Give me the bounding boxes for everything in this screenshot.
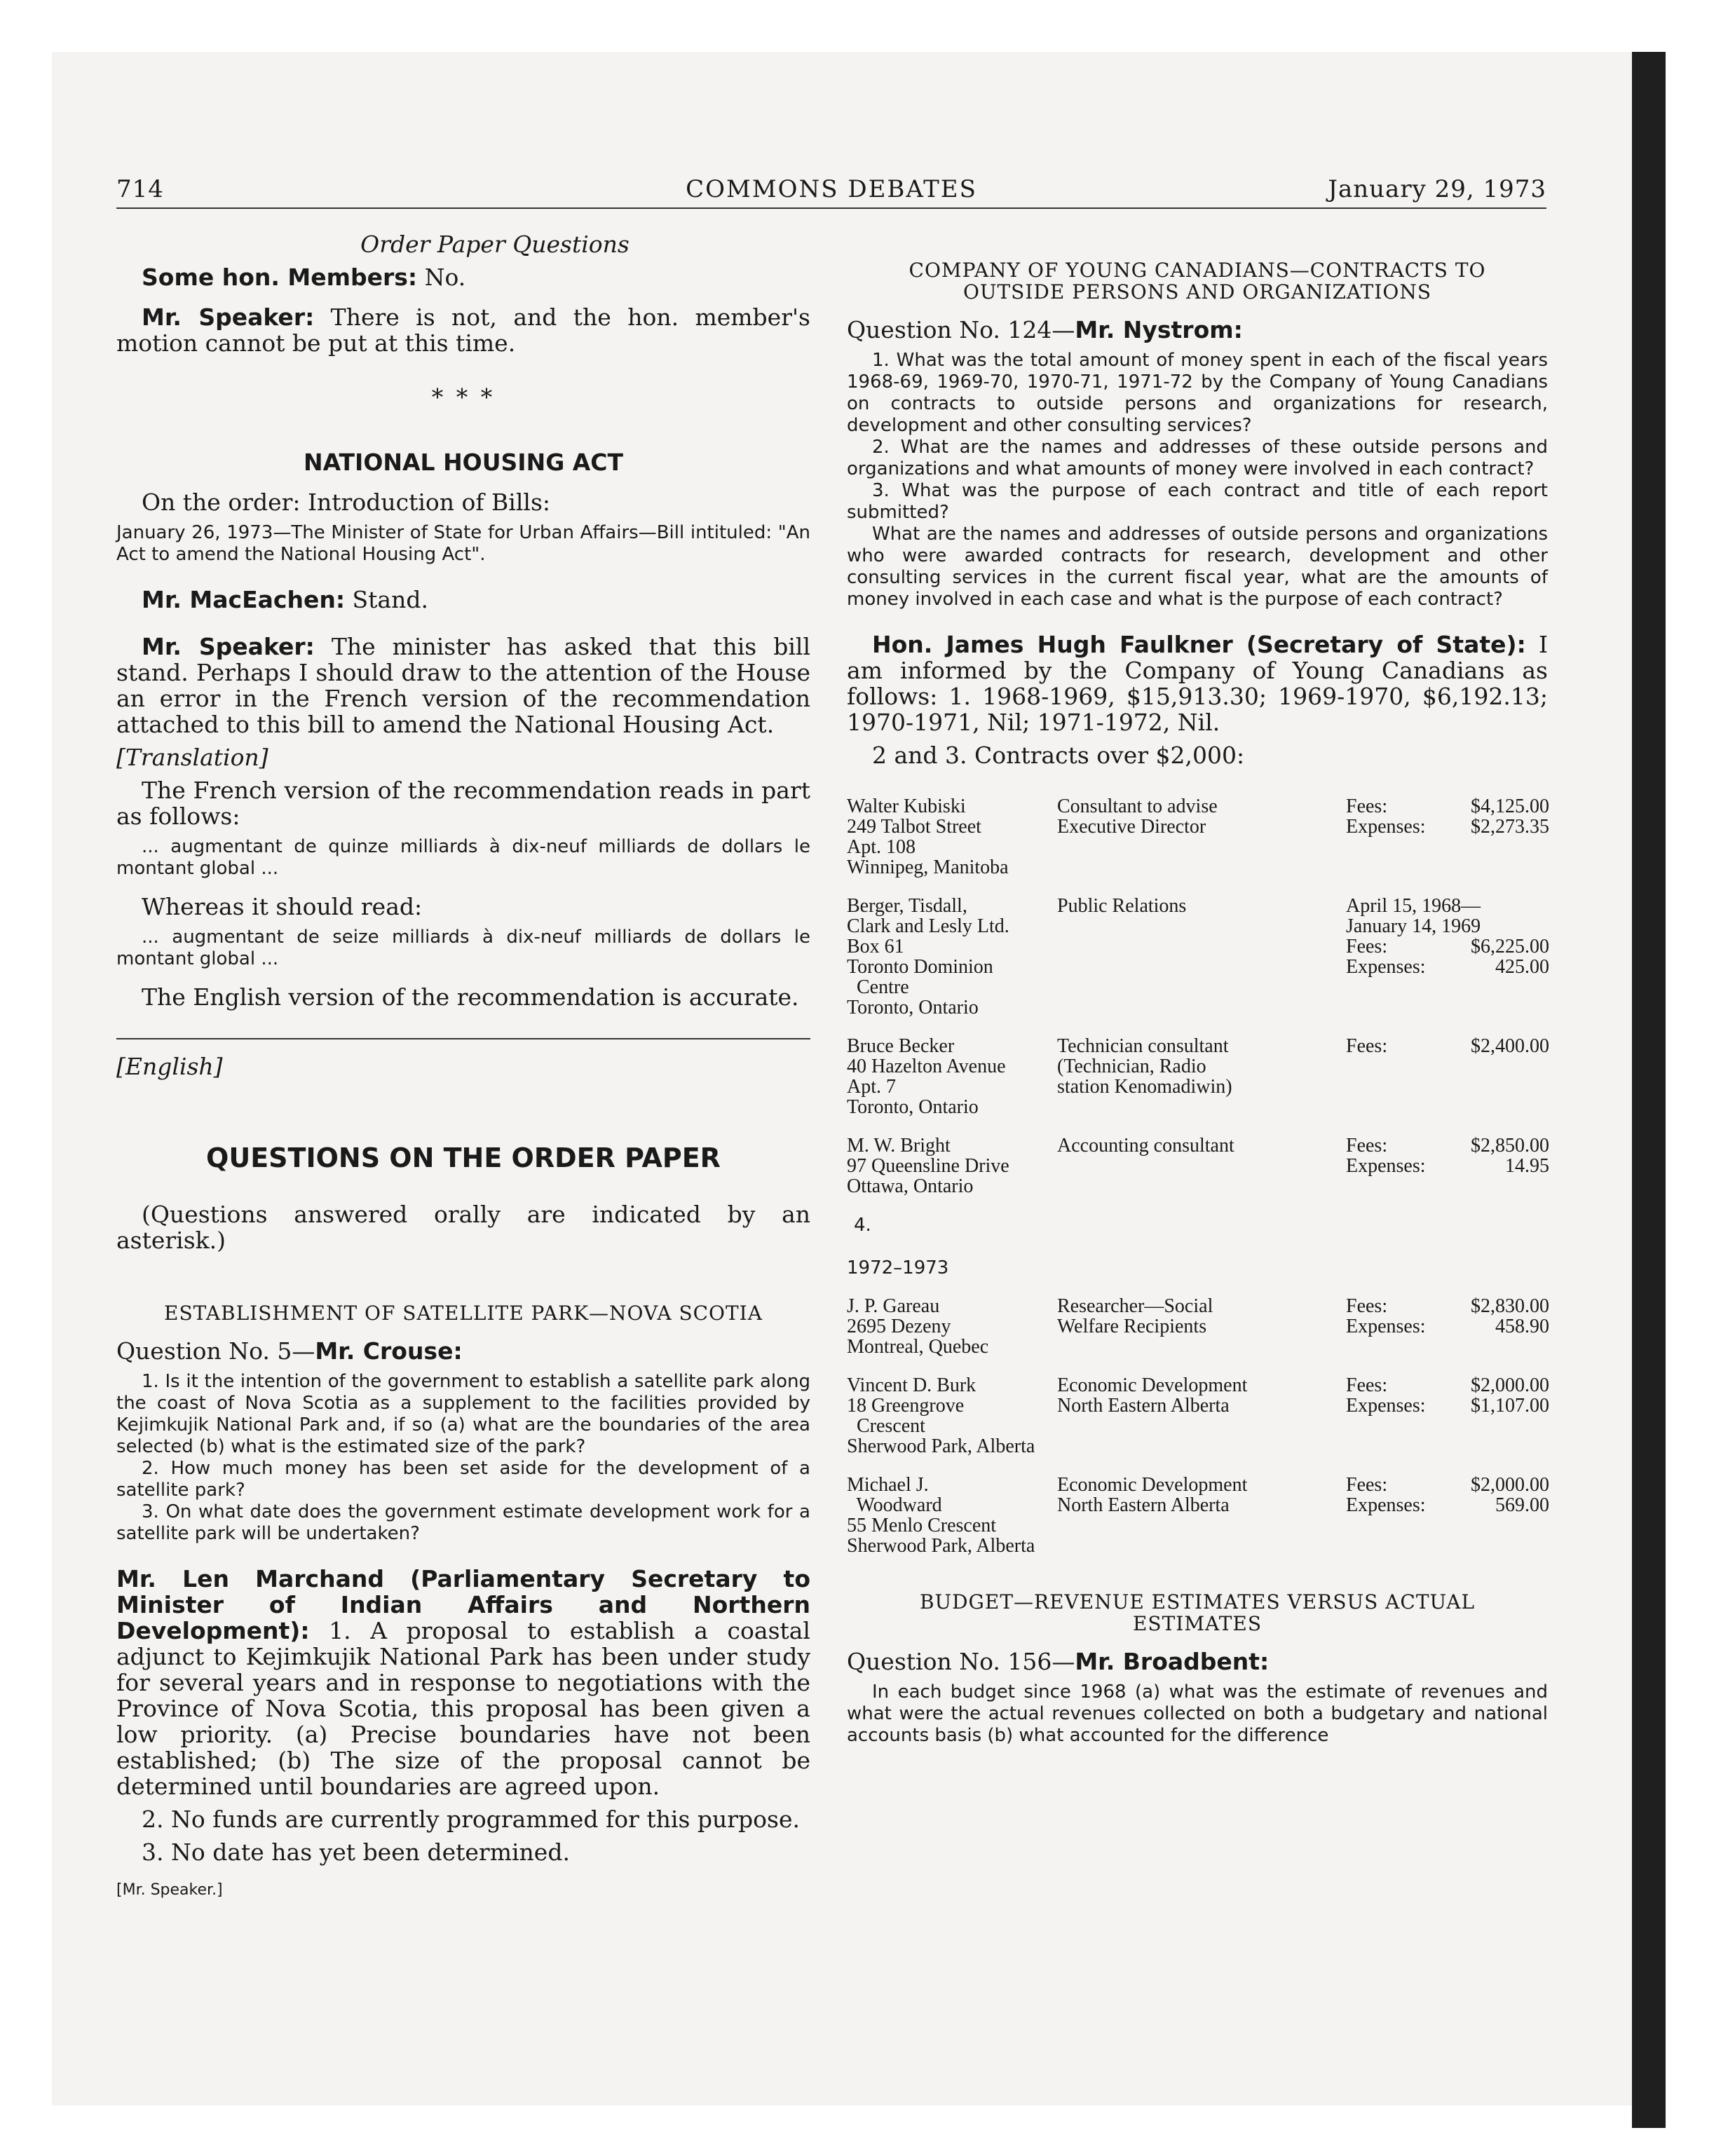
contractor-name: J. P. Gareau 2695 Dezeny Montreal, Quebec — [847, 1295, 989, 1358]
paragraph: Mr. Speaker: There is not, and the hon. member's motion cannot be put at this time. — [116, 303, 810, 357]
amount-label: Fees: — [1346, 1474, 1388, 1496]
amount-value: 458.90 — [1495, 1316, 1549, 1337]
question-item: What are the names and addresses of outside persons and organizations who were awarded contracts for research, development and other consulting services in the current fiscal year, what are the amounts of money involved in each case and what is the purpose of each contract? — [847, 524, 1548, 610]
footer-note: [Mr. Speaker.] — [116, 1881, 223, 1899]
amount-value: 569.00 — [1495, 1494, 1549, 1516]
answer-item: 2. No funds are currently programmed for this purpose. — [142, 1806, 800, 1833]
contractor-name: Bruce Becker 40 Hazelton Avenue Apt. 7 Toronto, Ontario — [847, 1035, 1006, 1118]
contract-amounts — [1346, 896, 1549, 977]
question-label: Question No. 124—Mr. Nystrom: — [847, 316, 1243, 343]
contract-row — [847, 1036, 1548, 1117]
amount-label: Expenses: — [1346, 1316, 1426, 1337]
question-label: Question No. 156—Mr. Broadbent: — [847, 1648, 1270, 1675]
amount-value: $2,850.00 — [1471, 1135, 1549, 1157]
speaker: Mr. Speaker: — [142, 633, 315, 660]
answer: Hon. James Hugh Faulkner (Secretary of State): I am informed by the Company of Young Canadians as follows: 1. 1968-1969, $15,913.30; 1969-1970, $6,192.13; 1970-1971, Nil; 1971-1972, Nil. — [847, 631, 1548, 736]
amount-line — [1346, 1475, 1549, 1495]
paragraph: On the order: Introduction of Bills: — [142, 489, 551, 516]
answer-item: 2 and 3. Contracts over $2,000: — [872, 742, 1245, 769]
bill-text: January 26, 1973—The Minister of State for Urban Affairs—Bill intituled: "An Act to amend the National Housing Act". — [116, 522, 810, 565]
contracts-table-b — [847, 1296, 1548, 1556]
contract-amounts — [1346, 1375, 1549, 1416]
running-head — [116, 175, 1546, 209]
member: Mr. Nystrom: — [1075, 316, 1243, 343]
question-title: COMPANY OF YOUNG CANADIANS—CONTRACTS TO OUTSIDE PERSONS AND ORGANIZATIONS — [909, 259, 1486, 303]
contract-row — [847, 1375, 1548, 1456]
contract-row — [847, 1475, 1548, 1556]
contract-amounts — [1346, 796, 1549, 837]
amount-value: $2,000.00 — [1471, 1474, 1549, 1496]
contract-row — [847, 1296, 1548, 1357]
page-number: 714 — [116, 175, 164, 203]
contractor-name: Berger, Tisdall, Clark and Lesly Ltd. Box 61 Toronto Dominion Centre Toronto, Ontario — [847, 895, 1009, 1018]
question-item: In each budget since 1968 (a) what was the estimate of revenues and what were the actual revenues collected on both a budgetary and national accounts basis (b) what accounted for the difference — [847, 1681, 1548, 1746]
paragraph: (Questions answered orally are indicated by an asterisk.) — [116, 1201, 810, 1254]
question-item: 2. How much money has been set aside for the development of a satellite park? — [116, 1458, 810, 1501]
question-item: 3. On what date does the government estimate development work for a satellite park will be undertaken? — [116, 1501, 810, 1544]
right-column — [847, 231, 1548, 1747]
amount-label: Expenses: — [1346, 1395, 1426, 1417]
speaker: Mr. MacEachen: — [142, 586, 346, 613]
contractor-name: Michael J. Woodward 55 Menlo Crescent Sherwood Park, Alberta — [847, 1474, 1035, 1557]
answer-item: 3. No date has yet been determined. — [142, 1838, 570, 1866]
fiscal-year: 1972–1973 — [847, 1257, 949, 1278]
amount-value: $2,273.35 — [1471, 816, 1549, 838]
amount-label: Expenses: — [1346, 1494, 1426, 1516]
contract-row — [847, 1135, 1548, 1196]
left-column — [116, 231, 810, 1901]
speaker: Hon. James Hugh Faulkner (Secretary of State): — [872, 631, 1526, 658]
amount-line — [1346, 936, 1549, 957]
amount-label: Fees: — [1346, 1035, 1388, 1057]
amount-label: Expenses: — [1346, 956, 1426, 978]
amount-value: $2,400.00 — [1471, 1035, 1549, 1057]
question-item: 1. Is it the intention of the government to establish a satellite park along the coast of Nova Scotia as a supplement to the facilities provided by Kejimkujik National Park and, if so (a) what are the boundaries of the area selected (b) what is the estimated size of the park? — [116, 1371, 810, 1457]
paragraph: Mr. MacEachen: Stand. — [142, 586, 428, 613]
amount-line — [1346, 957, 1549, 977]
amount-label: Expenses: — [1346, 1155, 1426, 1177]
paragraph: Some hon. Members: No. — [142, 264, 466, 291]
member: Mr. Broadbent: — [1075, 1648, 1270, 1675]
contract-purpose: Economic Development North Eastern Alberta — [1057, 1374, 1248, 1417]
contractor-name: Walter Kubiski 249 Talbot Street Apt. 108 Winnipeg, Manitoba — [847, 796, 1009, 878]
amount-value: $2,000.00 — [1471, 1374, 1549, 1396]
amount-line — [1346, 817, 1549, 837]
amount-value: $4,125.00 — [1471, 796, 1549, 817]
section-break: * * * — [431, 383, 496, 411]
paragraph: The English version of the recommendation is accurate. — [142, 983, 799, 1011]
question-label: Question No. 5—Mr. Crouse: — [116, 1337, 463, 1365]
amount-line — [1346, 1135, 1549, 1156]
question-item: 1. What was the total amount of money spent in each of the fiscal years 1968-69, 1969-70, 1970-71, 1971-72 by the Company of Young Canadians on contracts to outside persons and organizations for research, development and other consulting services? — [847, 350, 1548, 436]
contract-row — [847, 896, 1548, 1018]
publication-title: COMMONS DEBATES — [686, 175, 977, 203]
issue-date: January 29, 1973 — [1328, 175, 1546, 203]
contract-amounts — [1346, 1036, 1549, 1056]
quote: ... augmentant de quinze milliards à dix-neuf milliards de dollars le montant global ... — [116, 836, 810, 879]
amount-label: Fees: — [1346, 796, 1388, 817]
scan-edge — [1632, 52, 1666, 2128]
contract-amounts — [1346, 1135, 1549, 1176]
contract-purpose: Accounting consultant — [1057, 1135, 1234, 1157]
paragraph: Mr. Speaker: The minister has asked that this bill stand. Perhaps I should draw to the attention of the House an error in the French version of the recommendation attached to this bill to amend the National Housing Act. — [116, 633, 810, 738]
divider — [116, 1038, 810, 1039]
subhead: Order Paper Questions — [360, 231, 630, 258]
contract-dates: April 15, 1968— January 14, 1969 — [1346, 895, 1481, 937]
language-note: [English] — [116, 1053, 223, 1080]
question-item: 2. What are the names and addresses of these outside persons and organizations and what amounts of money were involved in each contract? — [847, 437, 1548, 479]
paragraph: Whereas it should read: — [142, 893, 423, 920]
amount-label: Fees: — [1346, 1374, 1388, 1396]
contract-amounts — [1346, 1475, 1549, 1515]
contract-purpose: Public Relations — [1057, 895, 1187, 917]
amount-line — [1346, 1156, 1549, 1176]
paragraph: The French version of the recommendation reads in part as follows: — [116, 777, 810, 830]
speaker: Mr. Speaker: — [142, 303, 315, 331]
amount-line — [1346, 1375, 1549, 1396]
amount-value: $6,225.00 — [1471, 936, 1549, 957]
contract-amounts — [1346, 1296, 1549, 1337]
contract-purpose: Technician consultant (Technician, Radio station Kenomadiwin) — [1057, 1035, 1232, 1098]
amount-value: 425.00 — [1495, 956, 1549, 978]
speaker: Some hon. Members: — [142, 264, 418, 291]
amount-value: $1,107.00 — [1471, 1395, 1549, 1417]
contract-purpose: Economic Development North Eastern Alberta — [1057, 1474, 1248, 1516]
amount-line — [1346, 796, 1549, 817]
contractor-name: M. W. Bright 97 Queensline Drive Ottawa, Ontario — [847, 1135, 1009, 1197]
amount-line — [1346, 1495, 1549, 1515]
speaker: Mr. Len Marchand (Parliamentary Secretary to Minister of Indian Affairs and Northern Development): — [116, 1565, 810, 1644]
amount-value: 14.95 — [1505, 1155, 1549, 1177]
amount-label: Fees: — [1346, 1135, 1388, 1157]
amount-line — [1346, 1396, 1549, 1416]
question-title: BUDGET—REVENUE ESTIMATES VERSUS ACTUAL ESTIMATES — [919, 1590, 1476, 1635]
contract-purpose: Researcher—Social Welfare Recipients — [1057, 1295, 1213, 1337]
item-number: 4. — [854, 1215, 871, 1236]
section-title: NATIONAL HOUSING ACT — [303, 449, 624, 476]
member: Mr. Crouse: — [315, 1337, 463, 1365]
amount-line — [1346, 1316, 1549, 1337]
amount-value: $2,830.00 — [1471, 1295, 1549, 1317]
translation-note: [Translation] — [116, 744, 268, 771]
amount-label: Fees: — [1346, 1295, 1388, 1317]
question-item: 3. What was the purpose of each contract and title of each report submitted? — [847, 480, 1548, 523]
quote: ... augmentant de seize milliards à dix-neuf milliards de dollars le montant global ... — [116, 927, 810, 969]
question-title: ESTABLISHMENT OF SATELLITE PARK—NOVA SCOTIA — [164, 1302, 763, 1325]
amount-label: Fees: — [1346, 936, 1388, 957]
contractor-name: Vincent D. Burk 18 Greengrove Crescent Sherwood Park, Alberta — [847, 1374, 1035, 1457]
answer: Mr. Len Marchand (Parliamentary Secretary to Minister of Indian Affairs and Northern Development): 1. A proposal to establish a coastal adjunct to Kejimkujik National Park has been under study for several years and in response to negotiations with the Province of Nova Scotia, this proposal has been given a low priority. (a) Precise boundaries have not been established; (b) The size of the proposal cannot be determined until boundaries are agreed upon. — [116, 1565, 810, 1800]
amount-label: Expenses: — [1346, 816, 1426, 838]
contracts-table-a — [847, 796, 1548, 1196]
section-title: QUESTIONS ON THE ORDER PAPER — [206, 1142, 721, 1173]
contract-row — [847, 796, 1548, 878]
amount-line — [1346, 1036, 1549, 1056]
amount-line — [1346, 1296, 1549, 1316]
contract-purpose: Consultant to advise Executive Director — [1057, 796, 1218, 838]
